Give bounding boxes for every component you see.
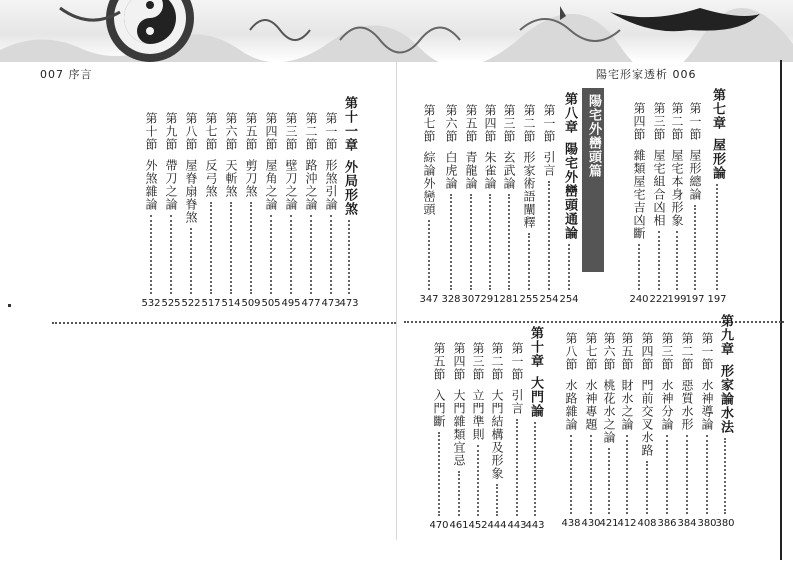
dot-leader	[548, 181, 550, 290]
page-number: 532	[141, 298, 161, 309]
toc-entry[interactable]	[686, 102, 704, 306]
dot-leader	[676, 231, 678, 290]
page-number: 443	[507, 520, 527, 531]
section-title: 引言	[542, 151, 556, 177]
dot-leader	[658, 231, 660, 290]
section-title: 水神專題	[584, 379, 598, 431]
dot-leader	[458, 471, 460, 516]
page-number: 328	[441, 294, 461, 305]
bagua-ornament-icon	[0, 0, 793, 62]
section-title: 青龍論	[464, 151, 478, 190]
toc-entry[interactable]	[668, 102, 686, 306]
dot-leader	[250, 202, 252, 294]
toc-chapter[interactable]	[716, 314, 734, 530]
toc-entry[interactable]	[638, 332, 656, 530]
section-title: 壁刀之論	[284, 159, 298, 211]
chapter-number: 第十章	[528, 326, 543, 368]
section-title: 入門斷	[432, 389, 446, 428]
section-title: 綜論外巒頭	[422, 151, 436, 216]
toc-entry[interactable]	[430, 342, 448, 532]
toc-entry[interactable]	[142, 112, 160, 310]
page-number: 255	[519, 294, 539, 305]
section-number: 第三節	[284, 112, 298, 151]
dot-leader	[694, 205, 696, 290]
dot-leader	[638, 244, 640, 290]
toc-entry[interactable]	[282, 112, 300, 310]
page-number: 380	[697, 518, 717, 529]
section-number: 第一節	[542, 104, 556, 143]
toc-entry[interactable]	[582, 332, 600, 530]
part-title: 陽宅外巒頭篇	[582, 88, 604, 272]
page-number: 477	[301, 298, 321, 309]
section-number: 第六節	[224, 112, 238, 151]
dot-leader	[150, 215, 152, 294]
section-number: 第四節	[632, 102, 646, 141]
dot-leader	[428, 220, 430, 290]
page-number: 522	[181, 298, 201, 309]
section-number: 第五節	[432, 342, 446, 381]
section-title: 天斬煞	[224, 159, 238, 198]
page-number: 197	[707, 294, 727, 305]
section-title: 帶刀之論	[164, 159, 178, 211]
section-number: 第二節	[670, 102, 684, 141]
page-number: 517	[201, 298, 221, 309]
section-title: 屋角之論	[264, 159, 278, 211]
section-number: 第五節	[620, 332, 634, 371]
section-title: 雜類屋宅吉凶斷	[632, 149, 646, 240]
page-number: 509	[241, 298, 261, 309]
page-number: 473	[321, 298, 341, 309]
toc-entry[interactable]	[508, 342, 526, 532]
section-title: 惡質水形	[680, 379, 694, 431]
section-number: 第七節	[422, 104, 436, 143]
dot-leader	[477, 445, 479, 516]
section-title: 玄武論	[502, 151, 516, 190]
section-title: 外煞雜論	[144, 159, 158, 211]
dot-leader	[626, 435, 628, 514]
section-title: 形煞引論	[324, 159, 338, 211]
toc-entry[interactable]	[450, 342, 468, 532]
toc-entry[interactable]	[600, 332, 618, 530]
dot-leader	[724, 438, 726, 514]
toc-entry[interactable]	[442, 104, 460, 306]
dot-leader	[310, 215, 312, 294]
chapter-title: 屋形論	[710, 138, 725, 180]
chapter-number: 第十一章	[342, 96, 357, 152]
section-number: 第三節	[502, 104, 516, 143]
page-number: 444	[487, 520, 507, 531]
section-title: 水路雜論	[564, 379, 578, 431]
section-title: 朱雀論	[483, 151, 497, 190]
section-number: 第一節	[688, 102, 702, 141]
section-title: 屋宅組合凶相	[652, 149, 666, 227]
dot-leader	[190, 228, 192, 294]
section-number: 第四節	[264, 112, 278, 151]
page-number: 197	[685, 294, 705, 305]
section-number: 第二節	[522, 104, 536, 143]
dot-leader	[230, 202, 232, 294]
chapter-number: 第八章	[562, 92, 577, 134]
toc-entry[interactable]	[520, 104, 538, 306]
toc-entry[interactable]	[540, 104, 558, 306]
toc-chapter[interactable]	[526, 326, 544, 532]
dot-leader	[528, 233, 530, 290]
dot-leader	[608, 448, 610, 514]
page-number: 291	[480, 294, 500, 305]
dot-leader	[590, 435, 592, 514]
dot-leader	[330, 215, 332, 294]
page-number: 307	[461, 294, 481, 305]
dot-leader	[348, 220, 350, 294]
section-title: 引言	[510, 389, 524, 415]
dot-leader	[706, 435, 708, 514]
toc-entry[interactable]	[618, 332, 636, 530]
margin-mark	[8, 304, 11, 307]
chapter-title: 陽宅外巒頭通論	[562, 142, 577, 240]
dot-leader	[450, 194, 452, 290]
page-number: 254	[559, 294, 579, 305]
dot-leader	[568, 244, 570, 290]
section-title: 財水之論	[620, 379, 634, 431]
section-number: 第四節	[483, 104, 497, 143]
chapter-title: 大門論	[528, 376, 543, 418]
section-title: 形家術語闡釋	[522, 151, 536, 229]
section-number: 第九節	[164, 112, 178, 151]
toc-entry[interactable]	[242, 112, 260, 310]
section-number: 第三節	[660, 332, 674, 371]
section-number: 第十節	[144, 112, 158, 151]
toc-entry[interactable]	[222, 112, 240, 310]
page-edge	[780, 60, 782, 560]
decorative-banner	[0, 0, 793, 62]
page-number: 421	[599, 518, 619, 529]
toc-entry[interactable]	[500, 104, 518, 306]
page-number-right: 陽宅形家透析 006	[596, 68, 697, 81]
section-number: 第七節	[584, 332, 598, 371]
section-number: 第五節	[464, 104, 478, 143]
section-number: 第一節	[510, 342, 524, 381]
toc-entry[interactable]	[182, 112, 200, 310]
toc-entry[interactable]	[262, 112, 280, 310]
section-title: 屋形總論	[688, 149, 702, 201]
dotted-divider-left	[52, 322, 396, 324]
section-title: 屋脊扇脊煞	[184, 159, 198, 224]
page-number: 222	[649, 294, 669, 305]
dot-leader	[210, 202, 212, 294]
book-spine	[396, 60, 397, 540]
toc-entry[interactable]	[488, 342, 506, 532]
section-number: 第六節	[602, 332, 616, 371]
page-number: 438	[561, 518, 581, 529]
section-number: 第三節	[652, 102, 666, 141]
section-number: 第一節	[324, 112, 338, 151]
page-number: 412	[617, 518, 637, 529]
toc-entry[interactable]	[469, 342, 487, 532]
page-number: 199	[667, 294, 687, 305]
dot-leader	[438, 432, 440, 516]
dot-leader	[170, 215, 172, 294]
section-title: 桃花水之論	[602, 379, 616, 444]
page-number: 514	[221, 298, 241, 309]
section-number: 第六節	[444, 104, 458, 143]
toc-entry[interactable]	[322, 112, 340, 310]
page-number: 473	[339, 298, 359, 309]
section-title: 剪刀煞	[244, 159, 258, 198]
toc-chapter[interactable]	[340, 96, 358, 310]
toc-entry[interactable]	[658, 332, 676, 530]
toc-entry[interactable]	[562, 332, 580, 530]
section-title: 大門雜類宜忌	[452, 389, 466, 467]
dot-leader	[716, 184, 718, 290]
toc-chapter[interactable]	[708, 88, 726, 306]
toc-entry[interactable]	[202, 112, 220, 310]
section-number: 第二節	[680, 332, 694, 371]
section-number: 第一節	[700, 332, 714, 371]
section-title: 屋宅本身形象	[670, 149, 684, 227]
chapter-number: 第九章	[718, 314, 733, 356]
toc-entry[interactable]	[420, 104, 438, 306]
dot-leader	[290, 215, 292, 294]
section-title: 水神導論	[700, 379, 714, 431]
section-title: 立門準則	[471, 389, 485, 441]
page-number: 430	[581, 518, 601, 529]
page-number: 281	[499, 294, 519, 305]
dot-leader	[270, 215, 272, 294]
toc-entry[interactable]	[630, 102, 648, 306]
section-number: 第八節	[184, 112, 198, 151]
section-number: 第二節	[304, 112, 318, 151]
dot-leader	[516, 419, 518, 516]
section-number: 第七節	[204, 112, 218, 151]
chapter-title: 形家論水法	[718, 364, 733, 434]
toc-entry[interactable]	[678, 332, 696, 530]
page-number: 495	[281, 298, 301, 309]
dot-leader	[470, 194, 472, 290]
toc-entry[interactable]	[162, 112, 180, 310]
toc-chapter[interactable]	[560, 92, 578, 306]
section-number: 第八節	[564, 332, 578, 371]
page-number: 443	[525, 520, 545, 531]
page-number: 347	[419, 294, 439, 305]
page-number: 384	[677, 518, 697, 529]
page-number: 240	[629, 294, 649, 305]
section-title: 水神分論	[660, 379, 674, 431]
section-title: 門前交叉水路	[640, 379, 654, 457]
page-number: 408	[637, 518, 657, 529]
toc-entry[interactable]	[302, 112, 320, 310]
page-number: 380	[715, 518, 735, 529]
dot-leader	[646, 461, 648, 514]
toc-entry[interactable]	[650, 102, 668, 306]
page-number: 525	[161, 298, 181, 309]
section-title: 路沖之論	[304, 159, 318, 211]
page-number: 505	[261, 298, 281, 309]
section-number: 第四節	[452, 342, 466, 381]
page-number: 386	[657, 518, 677, 529]
page-number-left: 007 序言	[40, 68, 93, 81]
dot-leader	[508, 194, 510, 290]
page-number: 254	[539, 294, 559, 305]
chapter-title: 外局形煞	[342, 160, 357, 216]
section-number: 第五節	[244, 112, 258, 151]
page-number: 461	[449, 520, 469, 531]
chapter-number: 第七章	[710, 88, 725, 130]
toc-entry[interactable]	[698, 332, 716, 530]
toc-entry[interactable]	[462, 104, 480, 306]
page-number: 452	[468, 520, 488, 531]
section-title: 反弓煞	[204, 159, 218, 198]
dot-leader	[489, 194, 491, 290]
dot-leader	[570, 435, 572, 514]
dot-leader	[534, 422, 536, 516]
dot-leader	[686, 435, 688, 514]
section-title: 白虎論	[444, 151, 458, 190]
section-number: 第三節	[471, 342, 485, 381]
section-number: 第二節	[490, 342, 504, 381]
section-title: 大門結構及形象	[490, 389, 504, 480]
page-number: 470	[429, 520, 449, 531]
dot-leader	[496, 484, 498, 516]
toc-entry[interactable]	[481, 104, 499, 306]
section-number: 第四節	[640, 332, 654, 371]
dot-leader	[666, 435, 668, 514]
